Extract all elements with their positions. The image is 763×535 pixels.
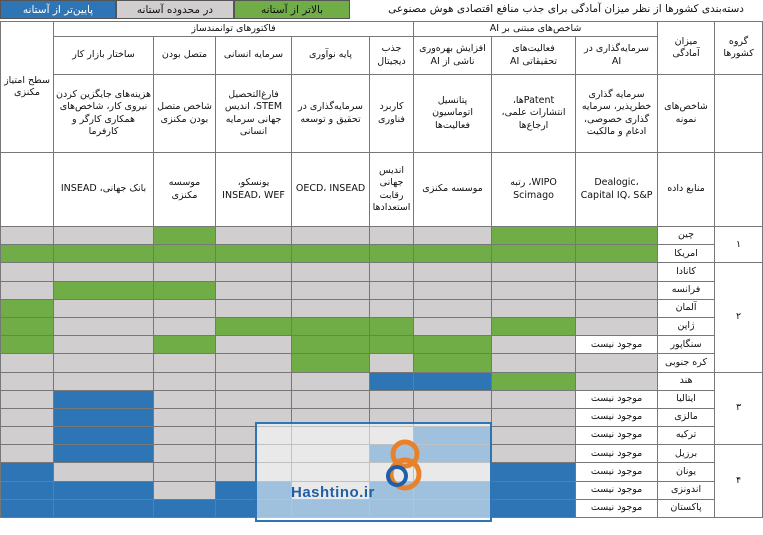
country-name: هند: [658, 372, 715, 390]
score-cell: [414, 336, 492, 354]
score-cell: [492, 445, 576, 463]
score-cell: [1, 317, 54, 335]
score-cell: [492, 245, 576, 263]
score-cell: [414, 299, 492, 317]
score-cell: [1, 408, 54, 426]
table-row: [1, 336, 763, 354]
score-cell: [1, 299, 54, 317]
score-cell: [370, 336, 414, 354]
score-cell: [1, 390, 54, 408]
score-cell: [1, 499, 54, 517]
score-cell: [414, 354, 492, 372]
score-cell: [1, 245, 54, 263]
score-cell: [414, 281, 492, 299]
score-cell: [370, 372, 414, 390]
country-name: امریکا: [658, 245, 715, 263]
score-cell: [1, 354, 54, 372]
country-name: برزیل: [658, 445, 715, 463]
score-cell: [154, 281, 216, 299]
source-cell: OECD، INSEAD: [292, 153, 370, 227]
score-cell: [216, 372, 292, 390]
score-cell: [492, 317, 576, 335]
score-cell: [292, 317, 370, 335]
country-name: کره جنوبی: [658, 354, 715, 372]
score-cell: [1, 481, 54, 499]
header-group: گروه کشورها: [715, 22, 763, 75]
score-cell: [216, 354, 292, 372]
not-available-cell: موجود نیست: [576, 427, 658, 445]
table-row: [1, 281, 763, 299]
table-row: [1, 354, 763, 372]
not-available-cell: موجود نیست: [576, 408, 658, 426]
score-cell: [154, 408, 216, 426]
score-cell: [492, 499, 576, 517]
score-cell: [370, 299, 414, 317]
score-cell: [216, 317, 292, 335]
score-cell: [154, 354, 216, 372]
blank-cell: [715, 75, 763, 153]
country-name: چین: [658, 227, 715, 245]
score-cell: [1, 336, 54, 354]
header-enabler-group: فاکتورهای توانمندساز: [54, 22, 414, 37]
score-cell: [54, 390, 154, 408]
country-name: ایتالیا: [658, 390, 715, 408]
score-cell: [576, 281, 658, 299]
score-cell: [54, 427, 154, 445]
score-cell: [216, 299, 292, 317]
score-cell: [1, 227, 54, 245]
country-name: پاکستان: [658, 499, 715, 517]
legend-within: در محدوده آستانه: [116, 0, 234, 19]
score-cell: [292, 354, 370, 372]
table-row: [1, 317, 763, 335]
score-cell: [54, 408, 154, 426]
not-available-cell: موجود نیست: [576, 481, 658, 499]
score-cell: [54, 463, 154, 481]
header-col-name: سرمایه انسانی: [216, 37, 292, 75]
score-cell: [54, 372, 154, 390]
source-cell: یونسکو، INSEAD، WEF: [216, 153, 292, 227]
score-cell: [370, 245, 414, 263]
country-name: ترکیه: [658, 427, 715, 445]
header-readiness: میزان آمادگی: [658, 22, 715, 75]
group-label: ۱: [715, 227, 763, 263]
score-cell: [216, 281, 292, 299]
score-cell: [54, 281, 154, 299]
score-cell: [576, 354, 658, 372]
score-cell: [154, 227, 216, 245]
score-cell: [576, 299, 658, 317]
score-cell: [576, 317, 658, 335]
score-cell: [370, 281, 414, 299]
score-cell: [292, 227, 370, 245]
header-expert-score: سطح امتیاز مکنزی: [1, 22, 54, 153]
indicator-cell: Patentها، انتشارات علمی، ارجاع‌ها: [492, 75, 576, 153]
score-cell: [492, 299, 576, 317]
header-col-name: سرمایه‌گذاری در AI: [576, 37, 658, 75]
score-cell: [154, 445, 216, 463]
country-name: مالزی: [658, 408, 715, 426]
score-cell: [216, 227, 292, 245]
legend-below: پایین‌تر از آستانه: [0, 0, 116, 19]
indicator-cell: فارغ‌التحصیل STEM، اندیس جهانی سرمایه انسانی: [216, 75, 292, 153]
indicator-cell: کاربرد فناوری: [370, 75, 414, 153]
blank-cell: [1, 153, 54, 227]
score-cell: [370, 227, 414, 245]
source-cell: WIPO، رتبه Scimago: [492, 153, 576, 227]
country-name: سنگاپور: [658, 336, 715, 354]
source-cell: موسسه مکنزی: [154, 153, 216, 227]
score-cell: [492, 372, 576, 390]
source-cell: Dealogic، Capital IQ، S&P: [576, 153, 658, 227]
header-col-name: ساختار بازار کار: [54, 37, 154, 75]
score-cell: [492, 227, 576, 245]
score-cell: [154, 317, 216, 335]
score-cell: [154, 463, 216, 481]
score-cell: [1, 372, 54, 390]
score-cell: [54, 499, 154, 517]
watermark-logo: [255, 422, 492, 522]
score-cell: [154, 481, 216, 499]
header-col-name: متصل بودن: [154, 37, 216, 75]
score-cell: [54, 245, 154, 263]
header-col-name: افزایش بهره‌وری ناشی از AI: [414, 37, 492, 75]
group-label: ۴: [715, 445, 763, 518]
indicator-cell: سرمایه گذاری خطرپذیر، سرمایه گذاری خصوصی، ادغام و مالکیت: [576, 75, 658, 153]
score-cell: [370, 317, 414, 335]
score-cell: [154, 427, 216, 445]
score-cell: [492, 354, 576, 372]
score-cell: [216, 336, 292, 354]
score-cell: [54, 263, 154, 281]
country-name: کانادا: [658, 263, 715, 281]
score-cell: [54, 227, 154, 245]
table-row: [1, 227, 763, 245]
not-available-cell: موجود نیست: [576, 499, 658, 517]
country-name: ژاپن: [658, 317, 715, 335]
score-cell: [492, 427, 576, 445]
score-cell: [154, 245, 216, 263]
score-cell: [576, 227, 658, 245]
legend-above: بالاتر از آستانه: [234, 0, 350, 19]
country-name: آلمان: [658, 299, 715, 317]
score-cell: [154, 336, 216, 354]
group-label: ۲: [715, 263, 763, 372]
score-cell: [154, 299, 216, 317]
country-name: یونان: [658, 463, 715, 481]
table-row: [1, 390, 763, 408]
indicator-cell: شاخص متصل بودن مکنزی: [154, 75, 216, 153]
score-cell: [154, 263, 216, 281]
not-available-cell: موجود نیست: [576, 390, 658, 408]
score-cell: [1, 281, 54, 299]
group-label: ۳: [715, 372, 763, 445]
indicator-cell: پتانسیل اتوماسیون فعالیت‌ها: [414, 75, 492, 153]
score-cell: [54, 336, 154, 354]
score-cell: [216, 390, 292, 408]
header-col-name: پایه نوآوری: [292, 37, 370, 75]
score-cell: [54, 317, 154, 335]
score-cell: [1, 445, 54, 463]
score-cell: [292, 336, 370, 354]
score-cell: [492, 263, 576, 281]
score-cell: [370, 390, 414, 408]
score-cell: [492, 481, 576, 499]
score-cell: [414, 390, 492, 408]
score-cell: [414, 227, 492, 245]
score-cell: [492, 408, 576, 426]
score-cell: [492, 390, 576, 408]
not-available-cell: موجود نیست: [576, 463, 658, 481]
score-cell: [1, 263, 54, 281]
watermark-text: Hashtino.ir: [291, 484, 375, 501]
score-cell: [292, 372, 370, 390]
score-cell: [154, 390, 216, 408]
country-name: اندونزی: [658, 481, 715, 499]
score-cell: [216, 245, 292, 263]
score-cell: [370, 354, 414, 372]
score-cell: [292, 299, 370, 317]
score-cell: [154, 499, 216, 517]
score-cell: [54, 354, 154, 372]
table-row: [1, 263, 763, 281]
indicator-cell: سرمایه‌گذاری در تحقیق و توسعه: [292, 75, 370, 153]
score-cell: [154, 372, 216, 390]
indicator-label: شاخص‌های نمونه: [658, 75, 715, 153]
score-cell: [370, 263, 414, 281]
table-row: [1, 372, 763, 390]
score-cell: [1, 427, 54, 445]
country-name: فرانسه: [658, 281, 715, 299]
score-cell: [414, 372, 492, 390]
score-cell: [292, 245, 370, 263]
score-cell: [492, 336, 576, 354]
table-row: [1, 245, 763, 263]
logo-icon: [375, 432, 435, 492]
score-cell: [492, 281, 576, 299]
source-label: منابع داده: [658, 153, 715, 227]
not-available-cell: موجود نیست: [576, 336, 658, 354]
score-cell: [54, 299, 154, 317]
page-title: دسته‌بندی کشورها از نظر میزان آمادگی برای جذب منافع اقتصادی هوش مصنوعی: [388, 3, 744, 15]
score-cell: [414, 245, 492, 263]
indicator-cell: هزینه‌های جایگزین کردن نیروی کار، شاخص‌های همکاری کارگر و کارفرما: [54, 75, 154, 153]
score-cell: [292, 263, 370, 281]
score-cell: [292, 390, 370, 408]
score-cell: [414, 263, 492, 281]
score-cell: [1, 463, 54, 481]
score-cell: [54, 445, 154, 463]
source-cell: موسسه مکنزی: [414, 153, 492, 227]
score-cell: [216, 263, 292, 281]
score-cell: [54, 481, 154, 499]
score-cell: [576, 372, 658, 390]
score-cell: [292, 281, 370, 299]
header-col-name: فعالیت‌های تحقیقاتی AI: [492, 37, 576, 75]
not-available-cell: موجود نیست: [576, 445, 658, 463]
score-cell: [492, 463, 576, 481]
header-direct-group: شاخص‌های مبتنی بر AI: [414, 22, 658, 37]
score-cell: [576, 263, 658, 281]
blank-cell: [715, 153, 763, 227]
header-col-name: جذب دیجیتال: [370, 37, 414, 75]
score-cell: [576, 245, 658, 263]
source-cell: بانک جهانی، INSEAD: [54, 153, 154, 227]
score-cell: [414, 317, 492, 335]
table-row: [1, 299, 763, 317]
source-cell: اندیس جهانی رقابت استعدادها: [370, 153, 414, 227]
